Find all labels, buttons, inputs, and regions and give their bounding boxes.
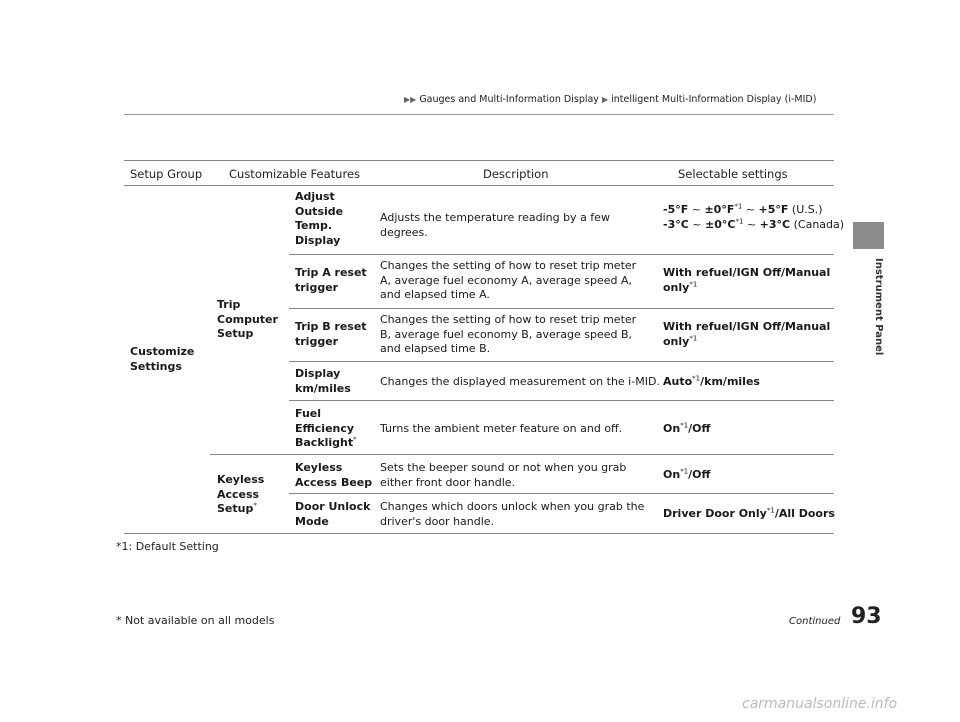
group-keyless-access <box>217 473 275 517</box>
settings-display-units <box>663 375 833 390</box>
temp-f-default-marker: *1 <box>734 202 743 211</box>
table-bottom-rule <box>124 533 834 534</box>
settings-outside-temp <box>663 202 845 232</box>
desc-fuel-backlight: Turns the ambient meter feature on and off. <box>380 422 623 435</box>
header-settings: Selectable settings <box>678 167 788 181</box>
default-setting-footnote: *1: Default Setting <box>116 540 219 553</box>
feature-door-unlock: Door Unlock Mode <box>295 500 371 528</box>
feature-display-units: Display km/miles <box>295 367 351 395</box>
temp-f-sep1: ~ <box>688 203 705 216</box>
desc-trip-b-reset: Changes the setting of how to reset trip meter B, average fuel economy B, average speed B, and elapsed time B. <box>380 313 637 356</box>
header-description: Description <box>483 167 549 181</box>
settings-trip-a-reset <box>663 266 833 295</box>
row-divider <box>289 361 834 362</box>
continued-label: Continued <box>789 616 841 627</box>
trip-a-default-marker: *1 <box>689 279 698 288</box>
not-all-models-marker: * <box>253 501 257 510</box>
temp-c-default: ±0°C <box>705 217 736 231</box>
display-units-options: /km/miles <box>700 375 760 388</box>
trip-a-options: With refuel/IGN Off/Manual only <box>663 266 831 294</box>
desc-display-units: Changes the displayed measurement on the i-MID. <box>380 375 660 388</box>
fuel-backlight-default: On <box>663 422 681 435</box>
settings-trip-b-reset <box>663 320 833 349</box>
header-setup-group: Setup Group <box>130 167 203 181</box>
settings-celsius <box>663 216 845 233</box>
feature-fuel-backlight <box>295 407 365 451</box>
temp-f-default: ±0°F <box>704 203 735 216</box>
breadcrumb-page: intelligent Multi-Information Display (i-MID) <box>611 94 817 105</box>
not-all-models-footnote: * Not available on all models <box>116 614 275 627</box>
chevron-right-icon: ▶ <box>601 95 609 104</box>
keyless-beep-options: /Off <box>688 468 711 481</box>
breadcrumb <box>404 94 816 105</box>
header-features: Customizable Features <box>229 167 361 181</box>
feature-keyless-beep: Keyless Access Beep <box>295 461 373 489</box>
settings-fuel-backlight <box>663 422 833 437</box>
temp-f-region: (U.S.) <box>788 203 823 216</box>
fuel-backlight-options: /Off <box>688 422 711 435</box>
desc-outside-temp: Adjusts the temperature reading by a few degrees. <box>380 211 610 239</box>
temp-c-sep2: ~ <box>743 217 760 231</box>
display-units-default: Auto <box>663 375 693 388</box>
group-trip-computer: Trip Computer Setup <box>217 298 278 341</box>
section-side-label: Instrument Panel <box>873 258 884 356</box>
trip-b-default-marker: *1 <box>689 333 698 342</box>
row-divider <box>289 254 834 255</box>
setup-group-cell: Customize Settings <box>130 345 195 373</box>
temp-c-sep1: ~ <box>688 217 706 231</box>
group-keyless-label: Keyless Access Setup <box>217 473 265 516</box>
breadcrumb-section: Gauges and Multi-Information Display <box>419 94 599 105</box>
desc-trip-a-reset: Changes the setting of how to reset trip meter A, average fuel economy A, average speed A, and elapsed time A. <box>380 259 637 302</box>
desc-door-unlock: Changes which doors unlock when you grab the driver's door handle. <box>380 500 645 528</box>
temp-f-min: -5°F <box>663 203 689 216</box>
temp-f-sep2: ~ <box>742 203 759 216</box>
trip-b-options: With refuel/IGN Off/Manual only <box>663 320 831 348</box>
row-divider <box>210 454 834 455</box>
temp-f-max: +5°F <box>758 203 789 216</box>
header-divider <box>124 114 834 115</box>
settings-door-unlock <box>663 507 833 522</box>
row-divider <box>289 308 834 309</box>
fuel-backlight-label: Fuel Efficiency Backlight <box>295 407 355 450</box>
settings-fahrenheit <box>663 203 833 218</box>
temp-c-max: +3°C <box>759 217 791 231</box>
display-units-default-marker: *1 <box>692 374 701 383</box>
row-divider <box>289 400 834 401</box>
door-unlock-default-marker: *1 <box>766 506 775 515</box>
page-number: 93 <box>851 604 882 629</box>
not-all-models-marker: * <box>353 435 357 444</box>
temp-c-min: -3°C <box>663 217 689 231</box>
desc-keyless-beep: Sets the beeper sound or not when you grab either front door handle. <box>380 461 627 489</box>
settings-keyless-beep <box>663 468 833 483</box>
door-unlock-options: /All Doors <box>774 507 835 520</box>
table-header-row <box>124 160 834 186</box>
chevron-right-icon: ▶▶ <box>404 95 417 104</box>
door-unlock-default: Driver Door Only <box>663 507 767 520</box>
fuel-backlight-default-marker: *1 <box>680 421 689 430</box>
feature-trip-b-reset: Trip B reset trigger <box>295 320 367 348</box>
section-tab-marker <box>853 222 884 249</box>
watermark: carmanualsonline.info <box>742 696 898 712</box>
keyless-beep-default-marker: *1 <box>680 467 689 476</box>
feature-outside-temp: Adjust Outside Temp. Display <box>295 190 344 247</box>
keyless-beep-default: On <box>663 468 681 481</box>
temp-c-region: (Canada) <box>790 217 845 231</box>
row-divider <box>289 493 834 494</box>
feature-trip-a-reset: Trip A reset trigger <box>295 266 367 294</box>
temp-c-default-marker: *1 <box>735 216 744 225</box>
